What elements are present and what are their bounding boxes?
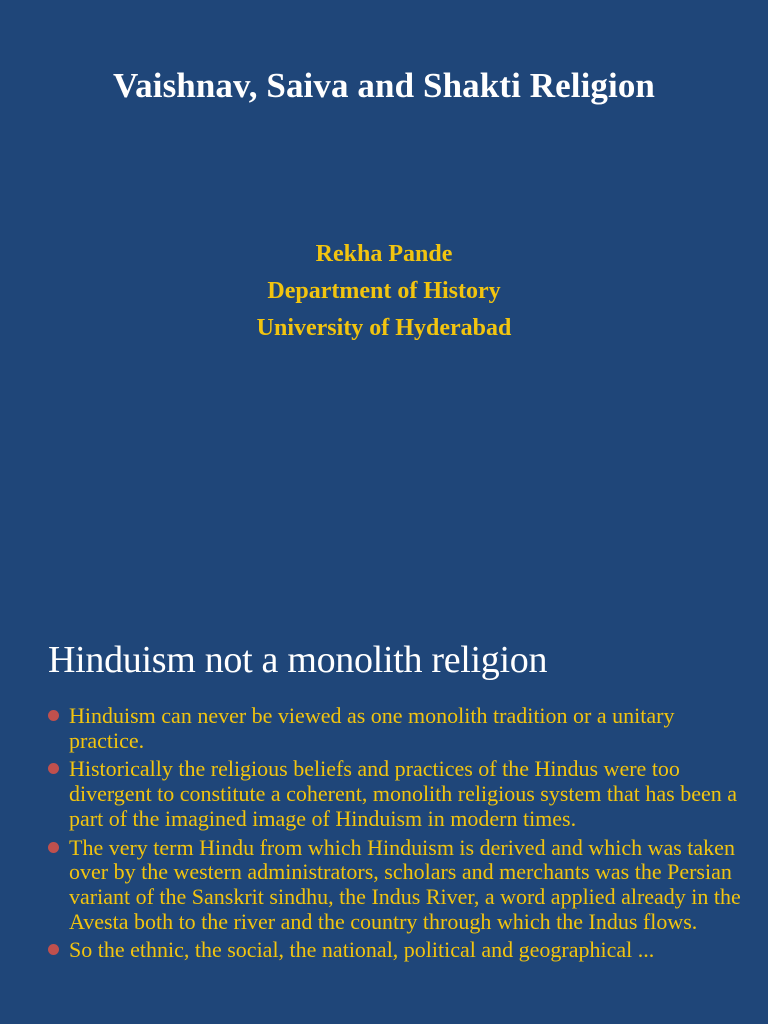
bullet-dot-icon — [48, 763, 59, 774]
bullet-text: The very term Hindu from which Hinduism is derived and which was taken over by the western administrators, scholars and merchants was the Persian variant of the Sanskrit sindhu, the Indus River, a word applied already in the Avesta both to the river and the country through which the Indus flows. — [69, 834, 741, 934]
bullet-text: Historically the religious beliefs and practices of the Hindus were too divergent to constitute a coherent, monolith religious system that has been a part of the imagined image of Hinduism in modern times. — [69, 756, 737, 831]
bullet-dot-icon — [48, 944, 59, 955]
bullet-item — [48, 836, 748, 935]
bullet-text: Hinduism can never be viewed as one monolith tradition or a unitary practice. — [69, 703, 675, 753]
content-slide — [0, 600, 768, 1024]
bullet-dot-icon — [48, 842, 59, 853]
bullet-dot-icon — [48, 710, 59, 721]
author-university: University of Hyderabad — [256, 315, 512, 341]
bullet-item — [48, 938, 748, 963]
bullet-list — [48, 704, 748, 967]
author-block — [0, 236, 768, 347]
bullet-item — [48, 757, 748, 831]
author-department: Department of History — [267, 278, 501, 304]
bullet-text: So the ethnic, the social, the national, political and geographical ... — [69, 937, 655, 963]
author-name: Rekha Pande — [315, 241, 453, 267]
slide-title: Vaishnav, Saiva and Shakti Religion — [112, 66, 655, 105]
bullet-item — [48, 704, 748, 753]
content-heading: Hinduism not a monolith religion — [48, 639, 548, 681]
